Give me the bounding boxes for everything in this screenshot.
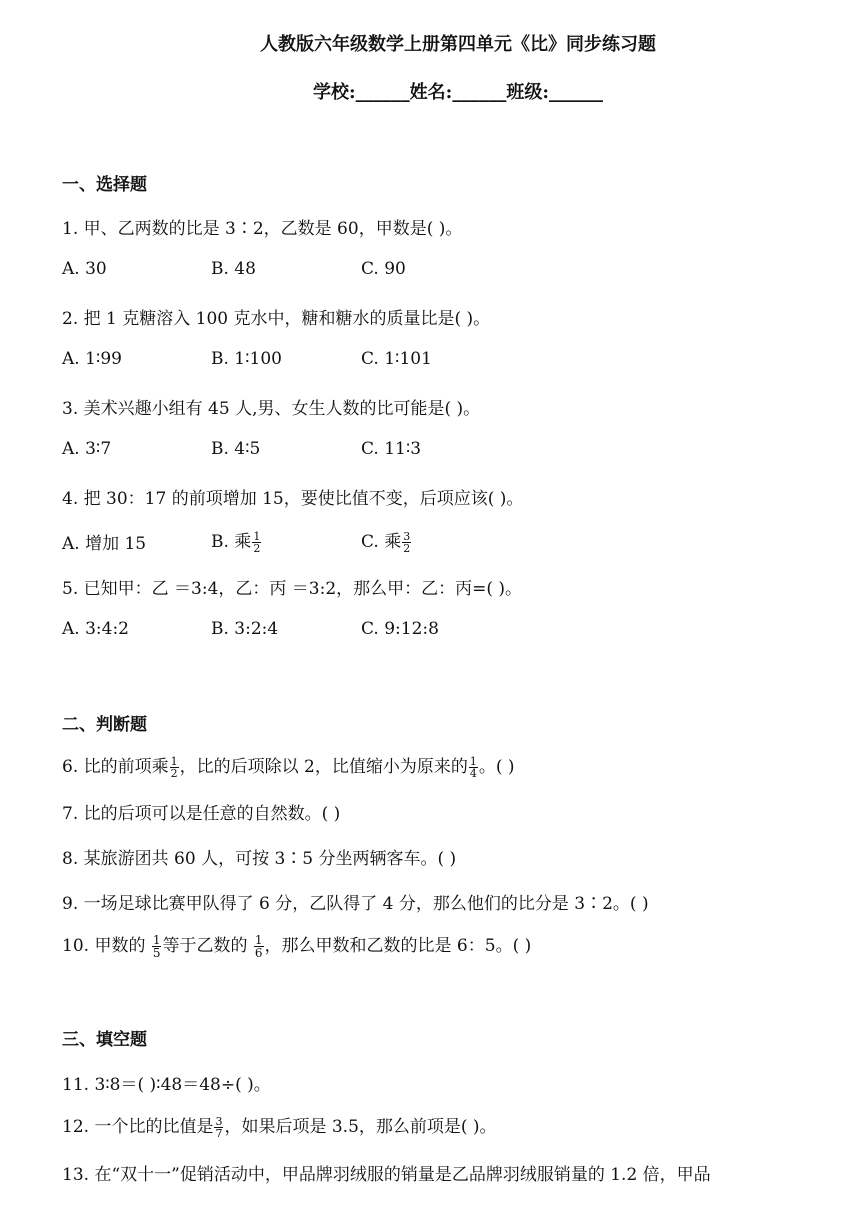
question-9: 9. 一场足球比赛甲队得了 6 分，乙队得了 4 分，那么他们的比分是 3∶2。( ) xyxy=(62,894,649,914)
q3-option-b: B. 4∶5 xyxy=(211,439,261,459)
q2-option-c: C. 1∶101 xyxy=(361,349,432,369)
fraction: $\frac{1}{2}$ xyxy=(253,530,261,555)
section-heading-fill: 三、填空题 xyxy=(62,1030,147,1050)
q5-option-b: B. 3:2:4 xyxy=(211,619,279,639)
q4-option-b: B. 乘 $\frac{1}{2}$ xyxy=(211,530,261,555)
fraction: $\frac{3}{2}$ xyxy=(403,530,411,555)
fraction: $\frac{1}{2}$ xyxy=(170,755,178,780)
page-title: 人教版六年级数学上册第四单元《比》同步练习题 xyxy=(260,34,656,55)
fraction: $\frac{1}{5}$ xyxy=(152,933,161,960)
q1-option-b: B. 48 xyxy=(211,259,256,279)
question-10: 10. 甲数的 $\frac{1}{5}$ 等于乙数的 $\frac{1}{6}$ ，那么甲数和乙数的比是 6：5。( ) xyxy=(62,933,532,960)
q5-option-a: A. 3:4:2 xyxy=(62,619,129,639)
question-1: 1. 甲、乙两数的比是 3∶2，乙数是 60，甲数是( )。 xyxy=(62,219,463,239)
q3-option-c: C. 11∶3 xyxy=(361,439,422,459)
q2-option-a: A. 1∶99 xyxy=(62,349,122,369)
q1-option-a: A. 30 xyxy=(62,259,107,279)
q5-option-c: C. 9:12:8 xyxy=(361,619,439,639)
question-3: 3. 美术兴趣小组有 45 人,男、女生人数的比可能是( )。 xyxy=(62,399,481,419)
q2-option-b: B. 1∶100 xyxy=(211,349,282,369)
question-6: 6. 比的前项乘 $\frac{1}{2}$ ，比的后项除以 2，比值缩小为原来的 $\frac{1}{4}$ 。( ) xyxy=(62,755,515,780)
q3-option-a: A. 3∶7 xyxy=(62,439,112,459)
q1-option-c: C. 90 xyxy=(361,259,406,279)
question-4: 4. 把 30：17 的前项增加 15，要使比值不变，后项应该( )。 xyxy=(62,489,524,509)
fraction: $\frac{1}{6}$ xyxy=(254,933,263,960)
question-7: 7. 比的后项可以是任意的自然数。( ) xyxy=(62,804,341,824)
question-5: 5. 已知甲：乙 ＝3:4，乙：丙 ＝3:2，那么甲：乙：丙=( )。 xyxy=(62,579,523,599)
section-heading-choice: 一、选择题 xyxy=(62,175,147,195)
question-8: 8. 某旅游团共 60 人，可按 3∶5 分坐两辆客车。( ) xyxy=(62,849,457,869)
question-13: 13. 在“双十一”促销活动中，甲品牌羽绒服的销量是乙品牌羽绒服销量的 1.2 倍，甲品 xyxy=(62,1165,711,1185)
section-heading-judge: 二、判断题 xyxy=(62,715,147,735)
question-11: 11. 3∶8＝( )∶48＝48÷( )。 xyxy=(62,1075,271,1095)
q4-option-a: A. 增加 15 xyxy=(62,534,147,554)
question-12: 12. 一个比的比值是 $\frac{3}{7}$ ，如果后项是 3.5，那么前项是( )。 xyxy=(62,1115,497,1140)
fraction: $\frac{1}{4}$ xyxy=(469,755,477,780)
question-2: 2. 把 1 克糖溶入 100 克水中，糖和糖水的质量比是( )。 xyxy=(62,309,491,329)
q4-option-c: C. 乘 $\frac{3}{2}$ xyxy=(361,530,411,555)
student-info-line: 学校:______姓名:______班级:______ xyxy=(313,82,603,103)
fraction: $\frac{3}{7}$ xyxy=(215,1115,223,1140)
